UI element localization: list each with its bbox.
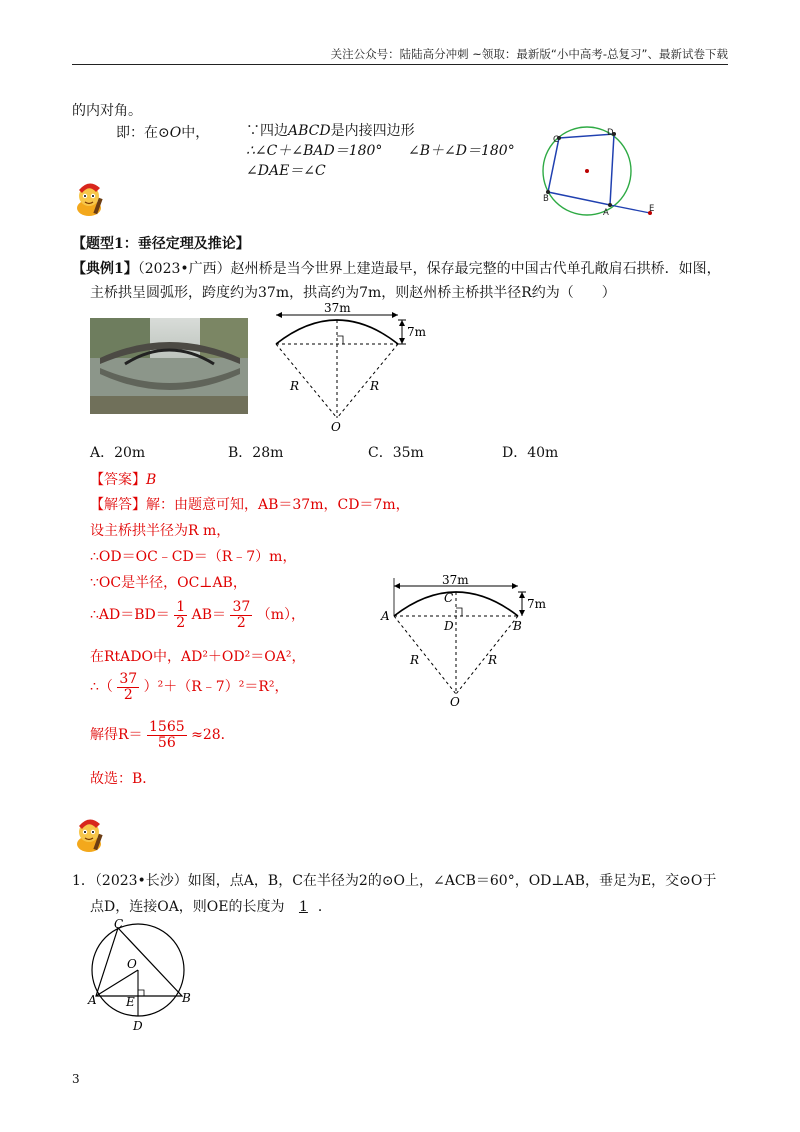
q1-b-label: B (182, 991, 191, 1005)
solution-line-4: ∵OC是半径，OC⊥AB， (90, 575, 247, 591)
question-1-line-2 (90, 896, 332, 916)
pencil-mascot-icon (72, 178, 106, 218)
label-d: D (607, 128, 614, 138)
section-title: 【题型1：垂径定理及推论】 (72, 236, 250, 252)
sol-d-label: D (444, 619, 454, 633)
solution-line-5 (90, 600, 305, 630)
sol7-a: ∴（ (90, 679, 113, 696)
intro-line-4: ∠DAE＝∠C (246, 163, 326, 179)
q1-a-label: A (88, 993, 97, 1007)
example-line-2: 主桥拱呈圆弧形，跨度约为37m，拱高约为7m，则赵州桥主桥拱半径R约为（ ） (90, 285, 616, 301)
solution-line-6: 在RtADO中，AD²＋OD²＝OA²， (90, 649, 306, 665)
solution-line-9: 故选：B． (90, 771, 157, 787)
label-b: B (543, 194, 549, 204)
intro-because-text: ∵四边 (246, 123, 288, 139)
center-point (585, 169, 589, 173)
label-a: A (603, 208, 609, 218)
r-right-label: R (370, 379, 380, 393)
solution-line-1 (90, 494, 410, 514)
cyclic-quadrilateral-figure (535, 125, 665, 225)
option-b: B．28m (228, 445, 284, 461)
sol-height-label: 7m (527, 597, 547, 611)
q1-o-label: O (127, 957, 137, 971)
r-left-label: R (290, 379, 300, 393)
question-1-circle-figure (86, 918, 196, 1036)
answer-line (90, 469, 156, 489)
option-d: D．40m (502, 445, 559, 461)
sol5-c: （m）， (256, 607, 306, 624)
radius-right (337, 344, 398, 418)
intro-line-3: ∴∠C＋∠BAD＝180° (246, 143, 383, 159)
radius-left (276, 344, 337, 418)
example-tag: 【典例1】 (72, 261, 138, 277)
page-header: 关注公众号：陆陆高分冲刺 ~领取：最新版“小中高考-总复习”、最新试卷下载 (330, 47, 728, 61)
option-c: C．35m (368, 445, 424, 461)
extension-ae (610, 205, 650, 213)
intro-abcd: ABCD (288, 123, 331, 139)
solution-line-7 (90, 672, 288, 702)
intro-suffix: 是内接四边形 (330, 123, 415, 139)
intro-mid: 中， (181, 125, 210, 141)
solution-line-3: ∴OD＝OC﹣CD＝（R﹣7）m， (90, 549, 297, 565)
intro-line-2 (116, 122, 209, 142)
sol-c-label: C (444, 591, 454, 605)
sol-o-label: O (450, 695, 460, 709)
solution-line-8 (90, 720, 235, 750)
span-label: 37m (324, 301, 351, 315)
header-rule (72, 64, 728, 65)
example-stem-1: （2023•广西）赵州桥是当今世界上建造最早，保存最完整的中国古代单孔敞肩石拱桥．如图， (137, 261, 721, 277)
intro-prefix: 即：在⊙ (116, 125, 170, 141)
pencil-mascot-icon (72, 814, 106, 854)
fraction-37-2b: $\frac{37}{2}$ (119, 671, 138, 703)
sol-span-label: 37m (442, 573, 469, 587)
solution-text-1: 解：由题意可知，AB＝37m，CD＝7m， (146, 497, 410, 513)
answer-value: B (146, 472, 157, 488)
question-number: 1． (72, 873, 95, 889)
example-line-1 (72, 258, 721, 278)
sol7-b: ）²＋（R﹣7）²＝R²， (143, 679, 289, 696)
solution-tag: 【解答】 (90, 497, 146, 513)
fraction-37-2: $\frac{37}{2}$ (232, 599, 251, 631)
intro-o: O (169, 125, 182, 141)
sol5-a: ∴AD＝BD＝ (90, 607, 170, 624)
sol-r-left-label: R (410, 653, 420, 667)
sol-a-label: A (381, 609, 390, 623)
question-1-line-1 (72, 870, 716, 890)
question-stem-2: 点D，连接OA，则OE的长度为 (90, 899, 285, 915)
fraction-1565-56: $\frac{1565}{56}$ (149, 719, 185, 751)
q1-e-label: E (126, 995, 135, 1009)
fraction-half: $\frac{1}{2}$ (176, 599, 186, 631)
page-number: 3 (72, 1072, 80, 1086)
answer-tag: 【答案】 (90, 472, 146, 488)
question-stem-1: （2023•长沙）如图，点A，B，C在半径为2的⊙O上，∠ACB＝60°，OD⊥AB，垂足为E，交⊙O于 (94, 873, 717, 889)
sol8-a: 解得R＝ (90, 727, 143, 744)
sol8-b: ≈28． (191, 727, 235, 744)
intro-because (246, 120, 415, 140)
q1-d-label: D (133, 1019, 143, 1033)
sol-b-label: B (513, 619, 522, 633)
intro-line-3b: ∠B＋∠D＝180° (408, 143, 515, 159)
option-a: A．20m (90, 445, 146, 461)
label-c: C (553, 135, 559, 145)
question-answer-blank: 1 (298, 899, 308, 915)
zhaozhou-bridge-photo (90, 318, 248, 414)
point-a (608, 203, 612, 207)
height-label: 7m (407, 325, 427, 339)
o-label: O (331, 420, 341, 434)
sol5-b: AB＝ (191, 607, 226, 624)
solution-arc-diagram (376, 572, 556, 712)
intro-line-1: 的内对角。 (72, 103, 142, 119)
q1-c-label: C (114, 918, 124, 931)
question-stem-end: ． (317, 899, 332, 915)
label-e: E (649, 204, 655, 214)
sol-r-right-label: R (488, 653, 498, 667)
bridge-arc-diagram (268, 300, 434, 435)
solution-line-2: 设主桥拱半径为R m， (90, 523, 231, 539)
